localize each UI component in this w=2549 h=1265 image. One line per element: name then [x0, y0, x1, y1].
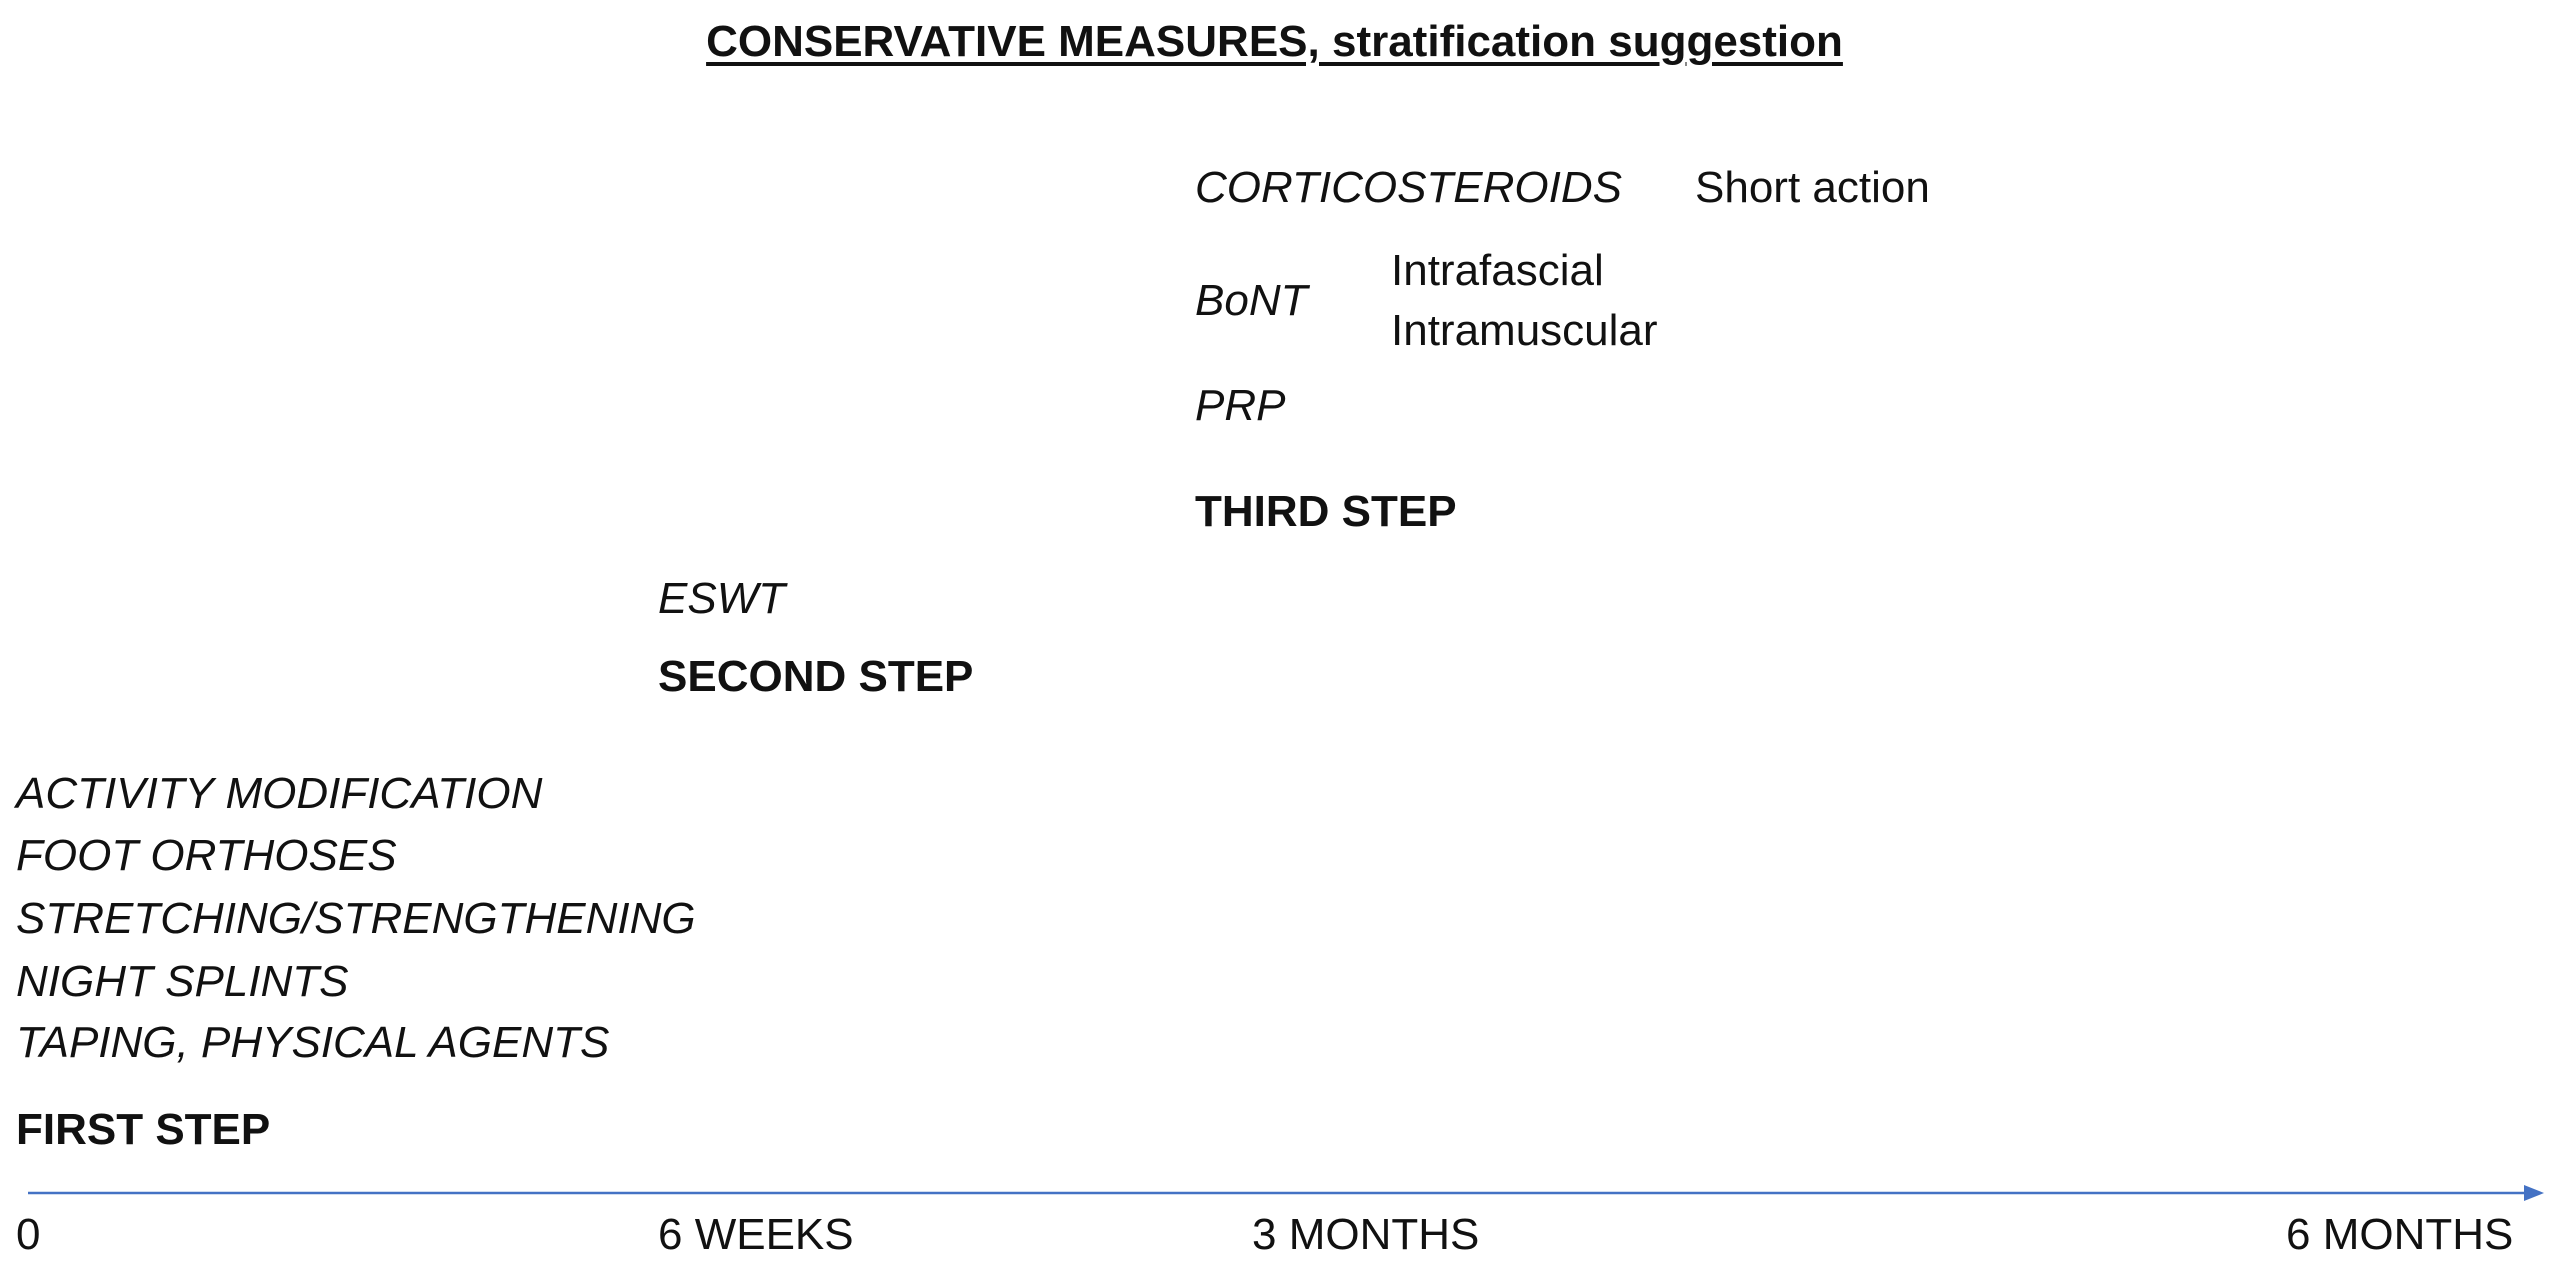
second-step-item-eswt: ESWT: [658, 574, 786, 623]
corticosteroids-note: Short action: [1695, 163, 1930, 212]
bont-note-intramuscular: Intramuscular: [1391, 306, 1658, 355]
first-step-item-foot-orthoses: FOOT ORTHOSES: [16, 831, 397, 880]
first-step-item-activity-modification: ACTIVITY MODIFICATION: [16, 769, 543, 818]
third-step-item-corticosteroids: CORTICOSTEROIDS: [1195, 163, 1623, 212]
third-step-label: THIRD STEP: [1195, 487, 1457, 536]
second-step-label: SECOND STEP: [658, 652, 974, 701]
first-step-item-night-splints: NIGHT SPLINTS: [16, 957, 349, 1006]
timeline-tick-6-weeks: 6 WEEKS: [658, 1210, 854, 1259]
bont-note-intrafascial: Intrafascial: [1391, 246, 1604, 295]
third-step-item-prp: PRP: [1195, 381, 1286, 430]
first-step-item-taping-physical-agents: TAPING, PHYSICAL AGENTS: [16, 1018, 610, 1067]
timeline-arrow-head: [2524, 1185, 2544, 1201]
timeline-tick-0: 0: [16, 1210, 41, 1259]
third-step-item-bont: BoNT: [1195, 276, 1308, 325]
first-step-item-stretching-strengthening: STRETCHING/STRENGTHENING: [16, 894, 696, 943]
timeline-tick-6-months: 6 MONTHS: [2286, 1210, 2514, 1259]
first-step-label: FIRST STEP: [16, 1105, 271, 1154]
timeline-tick-3-months: 3 MONTHS: [1252, 1210, 1480, 1259]
diagram-title: CONSERVATIVE MEASURES, stratification suggestion: [706, 17, 1843, 66]
